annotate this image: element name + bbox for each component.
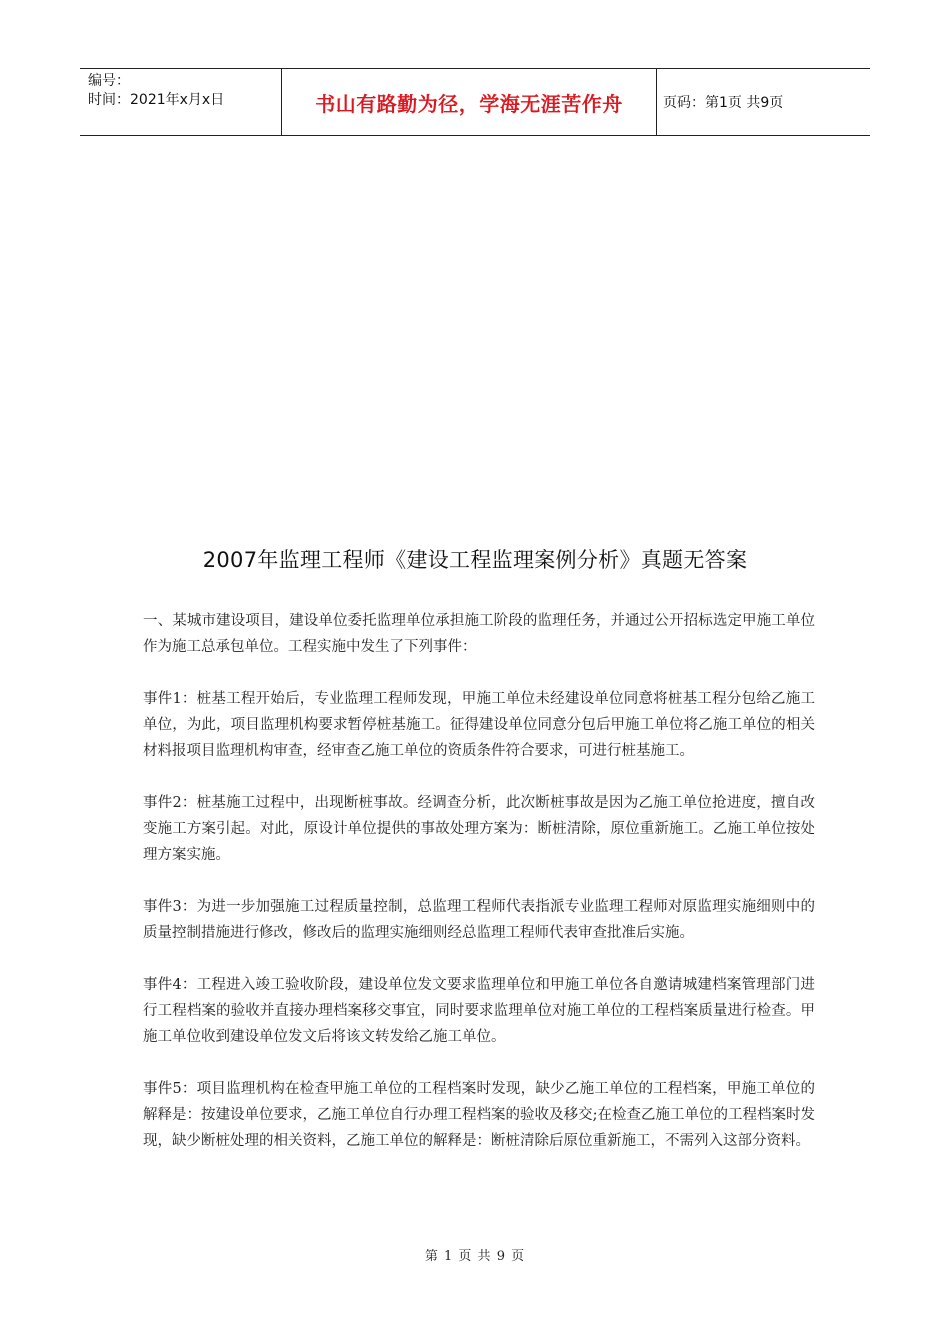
paragraph-intro: 一、某城市建设项目，建设单位委托监理单位承担施工阶段的监理任务，并通过公开招标选定甲施工单位作为施工总承包单位。工程实施中发生了下列事件： [143,613,815,655]
document-number-label: 编号： [88,73,130,89]
paragraph-event-5: 事件5：项目监理机构在检查甲施工单位的工程档案时发现，缺少乙施工单位的工程档案，甲施工单位的解释是：按建设单位要求，乙施工单位自行办理工程档案的验收及移交;在检查乙施工单位的工程档案时发现，缺少断桩处理的相关资料，乙施工单位的解释是：断桩清除后原位重新施工，不需列入这部分资料。 [143,1081,815,1149]
page-header [80,68,870,136]
paragraph-event-3: 事件3：为进一步加强施工过程质量控制，总监理工程师代表指派专业监理工程师对原监理实施细则中的质量控制措施进行修改，修改后的监理实施细则经总监理工程师代表审查批准后实施。 [143,899,815,941]
header-motto: 书山有路勤为径，学海无涯苦作舟 [282,69,657,135]
paragraph-event-1: 事件1：桩基工程开始后，专业监理工程师发现，甲施工单位未经建设单位同意将桩基工程分包给乙施工单位，为此，项目监理机构要求暂停桩基施工。征得建设单位同意分包后甲施工单位将乙施工单位的相关材料报项目监理机构审查，经审查乙施工单位的资质条件符合要求，可进行桩基施工。 [143,691,815,759]
header-meta [80,69,282,135]
paragraph-event-2: 事件2：桩基施工过程中，出现断桩事故。经调查分析，此次断桩事故是因为乙施工单位抢进度，擅自改变施工方案引起。对此，原设计单位提供的事故处理方案为：断桩清除，原位重新施工。乙施工单位按处理方案实施。 [143,795,815,863]
document-body [143,608,815,1180]
document-title: 2007年监理工程师《建设工程监理案例分析》真题无答案 [202,548,748,572]
header-page-number: 页码：第1页 共9页 [663,95,784,111]
paragraph-event-4: 事件4：工程进入竣工验收阶段，建设单位发文要求监理单位和甲施工单位各自邀请城建档案管理部门进行工程档案的验收并直接办理档案移交事宜，同时要求监理单位对施工单位的工程档案质量进行检查。甲施工单位收到建设单位发文后将该文转发给乙施工单位。 [143,977,815,1045]
page-footer: 第 1 页 共 9 页 [424,1249,526,1264]
document-date-label: 时间：2021年x月x日 [88,92,225,108]
